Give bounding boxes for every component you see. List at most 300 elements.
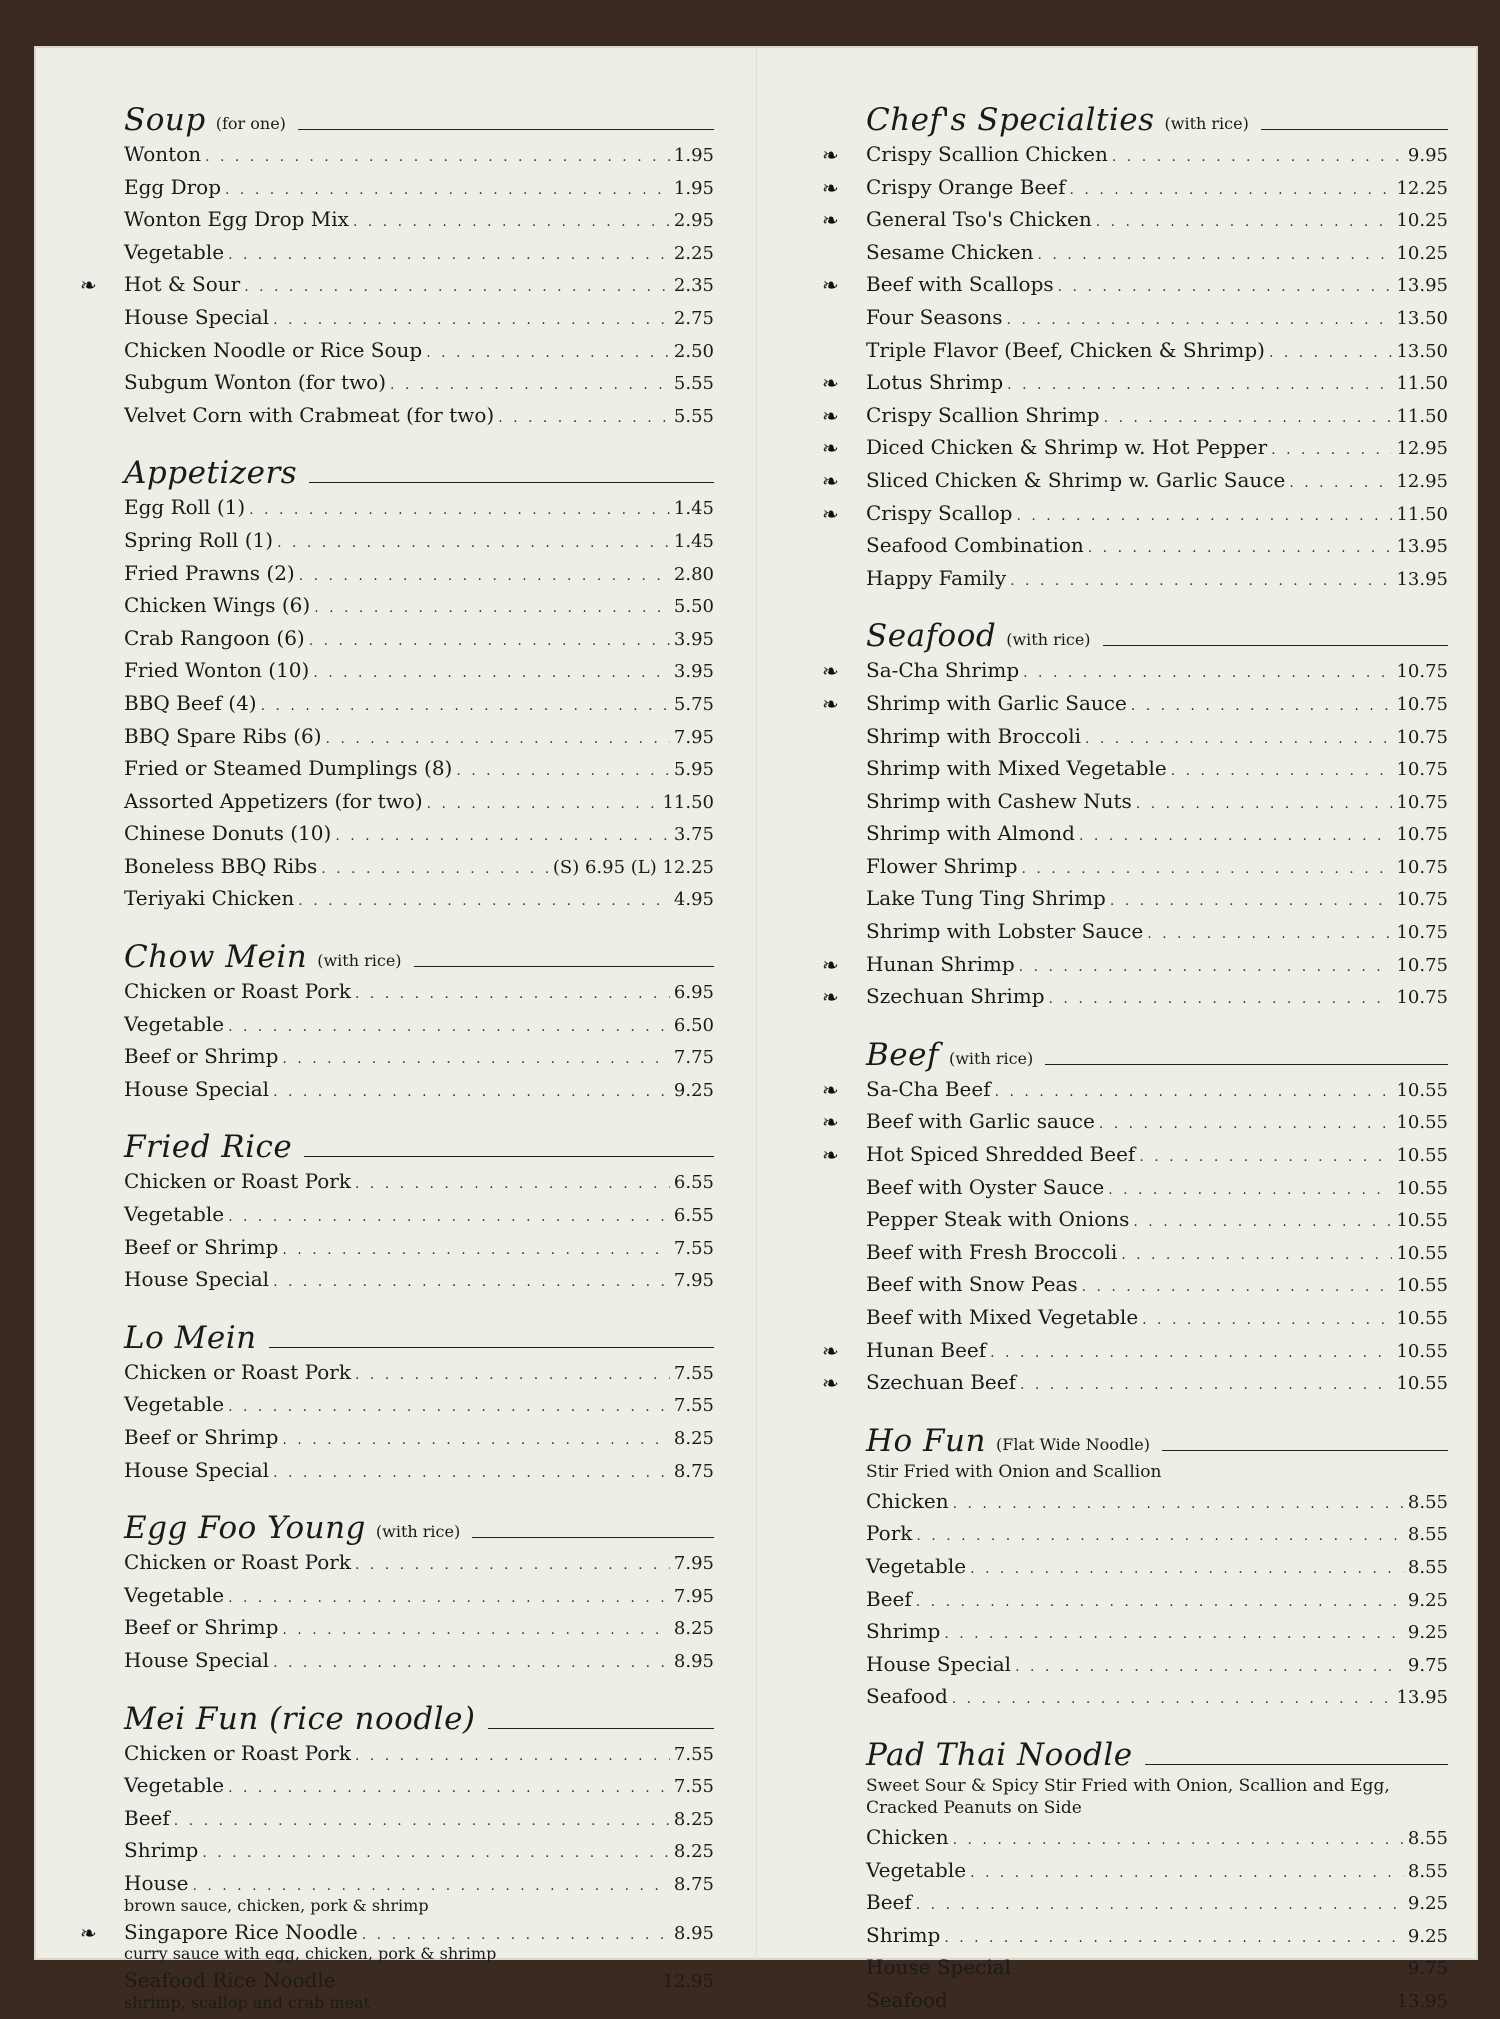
- item-price: 8.55: [1407, 1524, 1448, 1546]
- item-name: Diced Chicken & Shrimp w. Hot Pepper: [866, 435, 1268, 460]
- dot-leader: [1082, 1273, 1393, 1303]
- item-price: 10.75: [1396, 824, 1448, 846]
- item-name: Shrimp with Mixed Vegetable: [866, 756, 1167, 781]
- menu-section: [124, 935, 714, 1107]
- item-price: 11.50: [1396, 373, 1448, 395]
- dot-leader: [355, 1170, 670, 1200]
- section-header: [124, 98, 714, 138]
- item-name: Chicken: [866, 1488, 949, 1513]
- dot-leader: [355, 1551, 670, 1581]
- item-name: Egg Roll (1): [124, 495, 246, 520]
- menu-item: [866, 1888, 1448, 1921]
- menu-item: [822, 1336, 1448, 1369]
- menu-item: [822, 270, 1448, 303]
- menu-item: [124, 1869, 714, 1902]
- item-name: Beef with Mixed Vegetable: [866, 1305, 1139, 1329]
- menu-section: [866, 1733, 1448, 2019]
- item-price: 13.95: [1396, 275, 1448, 297]
- dot-leader: [282, 1236, 670, 1266]
- item-price: 10.55: [1396, 1340, 1448, 1362]
- menu-item: [124, 1390, 714, 1423]
- spicy-pepper-icon: ❧: [822, 1338, 839, 1363]
- item-price: 10.25: [1396, 210, 1448, 232]
- menu-item: [124, 1646, 714, 1679]
- item-name: Crispy Scallion Chicken: [866, 142, 1108, 166]
- item-name: Egg Drop: [124, 174, 222, 199]
- section-items: [124, 1358, 714, 1488]
- item-name: House Special: [866, 1651, 1012, 1676]
- item-price: 10.55: [1396, 1145, 1448, 1167]
- spicy-pepper-icon: ❧: [822, 371, 839, 396]
- section-header: [124, 1125, 714, 1165]
- item-name: Beef with Garlic sauce: [866, 1109, 1095, 1134]
- section-items: [124, 977, 714, 1107]
- item-name: Teriyaki Chicken: [124, 886, 295, 911]
- item-name: Fried or Steamed Dumplings (8): [124, 756, 453, 781]
- section-note: (with rice): [948, 1048, 1034, 1068]
- dot-leader: [355, 980, 670, 1010]
- dot-leader: [916, 1522, 1404, 1552]
- item-name: Szechuan Shrimp: [866, 984, 1045, 1009]
- item-price: 13.95: [1396, 568, 1448, 590]
- item-name: Szechuan Beef: [866, 1370, 1016, 1395]
- item-name: Shrimp: [866, 1922, 941, 1947]
- section-title: Seafood: [866, 618, 997, 655]
- item-price: 8.55: [1407, 1860, 1448, 1882]
- section-items: [866, 1823, 1448, 2019]
- item-name: Shrimp with Almond: [866, 821, 1075, 846]
- item-name: General Tso's Chicken: [866, 207, 1092, 232]
- item-name: Chicken or Roast Pork: [124, 1740, 351, 1765]
- item-price: 6.55: [673, 1205, 714, 1227]
- dot-leader: [228, 1393, 670, 1423]
- spicy-pepper-icon: ❧: [822, 468, 839, 493]
- item-name: Pork: [866, 1521, 913, 1546]
- item-name: House Special: [124, 1267, 270, 1292]
- right-menu-column: [774, 46, 1478, 2012]
- dot-leader: [953, 1490, 1404, 1520]
- menu-item: [124, 1613, 714, 1646]
- menu-item: [124, 884, 714, 917]
- item-name: Vegetable: [124, 1773, 225, 1798]
- menu-item: [866, 303, 1448, 336]
- item-price: 8.25: [673, 1428, 714, 1449]
- menu-item: [866, 1823, 1448, 1856]
- menu-item: [822, 1075, 1448, 1108]
- item-name: Shrimp: [866, 1619, 941, 1644]
- dot-leader: [273, 306, 670, 336]
- spicy-pepper-icon: ❧: [822, 1143, 839, 1168]
- dot-leader: [952, 1685, 1393, 1715]
- menu-item: [124, 1804, 714, 1837]
- item-name: Shrimp with Broccoli: [866, 723, 1081, 748]
- section-rule-line: [472, 1537, 714, 1538]
- item-price: 12.95: [1396, 470, 1448, 492]
- item-price: 11.50: [662, 791, 714, 813]
- dot-leader: [202, 1839, 670, 1869]
- item-name: Vegetable: [124, 239, 225, 264]
- dot-leader: [1104, 404, 1393, 434]
- item-name: Vegetable: [866, 1857, 967, 1882]
- menu-item: [124, 368, 714, 401]
- menu-item: [124, 656, 714, 689]
- item-name: Crispy Scallop: [866, 500, 1013, 525]
- dot-leader: [314, 594, 670, 624]
- dot-leader: [1147, 920, 1392, 950]
- menu-item: [822, 499, 1448, 532]
- item-name: House Special: [124, 304, 270, 329]
- menu-item: [124, 140, 714, 173]
- dot-leader: [321, 855, 549, 885]
- section-description: Sweet Sour & Spicy Stir Fried with Onion, Scallion and Egg, Cracked Peanuts on Side: [866, 1775, 1390, 1818]
- menu-item: [822, 1368, 1448, 1401]
- menu-item: [866, 884, 1448, 917]
- item-price: 6.95: [673, 982, 714, 1004]
- page-fold-divider: [756, 46, 757, 1960]
- menu-item: [866, 722, 1448, 755]
- dot-leader: [244, 273, 670, 303]
- dot-leader: [273, 1078, 670, 1108]
- item-price: 1.95: [673, 145, 714, 166]
- section-header: [124, 935, 714, 975]
- menu-item: [124, 1358, 714, 1391]
- section-rule-line: [1045, 1064, 1448, 1065]
- section-header: [866, 98, 1448, 138]
- menu-item: [124, 852, 714, 885]
- dot-leader: [1079, 822, 1392, 852]
- section-rule-line: [304, 1156, 714, 1157]
- item-price: 7.95: [673, 1270, 714, 1292]
- item-name: Chinese Donuts (10): [124, 821, 332, 846]
- dot-leader: [355, 1742, 670, 1772]
- section-rule-line: [1145, 1764, 1448, 1765]
- section-header: [866, 1419, 1448, 1459]
- spicy-pepper-icon: ❧: [822, 659, 839, 684]
- dot-leader: [228, 1013, 670, 1043]
- dot-leader: [1171, 757, 1393, 787]
- menu-item: [866, 852, 1448, 885]
- section-rule-line: [1162, 1450, 1448, 1451]
- menu-item: [124, 1200, 714, 1233]
- item-price: 10.75: [1396, 889, 1448, 911]
- item-name: Beef or Shrimp: [124, 1425, 279, 1449]
- section-rule-line: [309, 482, 714, 483]
- item-price: 13.95: [1396, 536, 1448, 558]
- dot-leader: [456, 757, 670, 787]
- item-name: Triple Flavor (Beef, Chicken & Shrimp): [866, 337, 1265, 362]
- menu-item: [124, 787, 714, 820]
- dot-leader: [313, 659, 670, 689]
- item-name: Sliced Chicken & Shrimp w. Garlic Sauce: [866, 467, 1286, 492]
- item-price: 9.25: [1407, 1589, 1448, 1611]
- dot-leader: [1038, 241, 1393, 271]
- menu-section: [822, 1033, 1448, 1401]
- spicy-pepper-icon: ❧: [822, 1077, 839, 1102]
- menu-item: [822, 466, 1448, 499]
- item-name: Subgum Wonton (for two): [124, 370, 386, 395]
- item-name: Hot Spiced Shredded Beef: [866, 1142, 1136, 1167]
- item-price: 8.95: [673, 1922, 714, 1944]
- menu-item: [80, 270, 714, 303]
- menu-item: [822, 173, 1448, 206]
- menu-item: [822, 1140, 1448, 1173]
- menu-section: [80, 98, 714, 433]
- item-price: 10.25: [1396, 242, 1448, 264]
- item-name: Beef or Shrimp: [124, 1615, 279, 1640]
- section-rule-line: [414, 966, 714, 967]
- item-price: 10.55: [1396, 1242, 1448, 1264]
- item-name: Crispy Orange Beef: [866, 174, 1066, 199]
- dot-leader: [298, 887, 670, 917]
- menu-item: [866, 1552, 1448, 1585]
- dot-leader: [205, 143, 670, 173]
- menu-item: [124, 205, 714, 238]
- menu-item: [866, 1682, 1448, 1715]
- dot-leader: [1085, 725, 1392, 755]
- item-price: 8.95: [673, 1650, 714, 1672]
- dot-leader: [1022, 855, 1393, 885]
- menu-section: [124, 451, 714, 917]
- item-price: 10.75: [1396, 726, 1448, 748]
- item-name: Flower Shrimp: [866, 853, 1018, 878]
- item-price: 7.55: [673, 1362, 714, 1384]
- section-items: [80, 1739, 714, 2012]
- section-header: [124, 1316, 714, 1356]
- menu-item: [124, 1010, 714, 1043]
- item-price: 10.55: [1396, 1210, 1448, 1232]
- item-price: 1.95: [673, 177, 714, 199]
- item-name: Chicken or Roast Pork: [124, 1359, 351, 1384]
- item-name: Chicken or Roast Pork: [124, 1169, 351, 1194]
- item-name: Seafood: [866, 1684, 948, 1709]
- dot-leader: [1020, 1371, 1392, 1401]
- menu-item: [822, 368, 1448, 401]
- section-rule-line: [488, 1728, 714, 1729]
- item-name: Happy Family: [866, 565, 1007, 590]
- menu-item: [124, 1423, 714, 1456]
- menu-item: [866, 336, 1448, 369]
- spicy-pepper-icon: ❧: [822, 952, 839, 977]
- item-name: Beef with Snow Peas: [866, 1272, 1078, 1297]
- section-header: [124, 451, 714, 491]
- menu-item: [124, 526, 714, 559]
- item-price: 2.50: [673, 340, 714, 362]
- section-title: Soup: [124, 102, 206, 138]
- dot-leader: [273, 1649, 670, 1679]
- menu-item: [124, 238, 714, 271]
- menu-item: [124, 1966, 714, 1999]
- dot-leader: [228, 1774, 670, 1804]
- menu-item: [124, 1548, 714, 1581]
- menu-item: [124, 1075, 714, 1108]
- item-price: 10.75: [1396, 791, 1448, 813]
- item-price: 10.75: [1396, 922, 1448, 944]
- item-name: Beef: [866, 1586, 912, 1611]
- item-name: Chicken or Roast Pork: [124, 1550, 351, 1575]
- item-name: Velvet Corn with Crabmeat (for two): [124, 402, 495, 427]
- menu-item: [866, 1173, 1448, 1206]
- dot-leader: [498, 404, 670, 434]
- item-price: 8.75: [673, 1873, 714, 1895]
- item-description: curry sauce with egg, chicken, pork & shrimp: [124, 1944, 497, 1964]
- section-note: (with rice): [1006, 630, 1091, 650]
- dot-leader: [390, 371, 670, 401]
- item-name: House Special: [124, 1457, 270, 1482]
- section-title: Appetizers: [124, 455, 298, 492]
- section-title: Pad Thai Noodle: [866, 1736, 1133, 1773]
- item-name: House: [124, 1870, 189, 1895]
- menu-item: [822, 140, 1448, 173]
- item-price: 13.95: [1396, 1687, 1448, 1709]
- menu-item: [124, 689, 714, 722]
- menu-item: [124, 977, 714, 1010]
- item-name: House Special: [124, 1647, 270, 1672]
- dot-leader: [1049, 985, 1393, 1015]
- menu-item: [866, 238, 1448, 271]
- section-title: Chow Mein: [124, 939, 308, 976]
- menu-item: [822, 982, 1448, 1015]
- item-name: Assorted Appetizers (for two): [124, 788, 423, 813]
- section-note: (with rice): [1164, 114, 1249, 133]
- menu-item: [124, 1456, 714, 1489]
- item-price: 11.50: [1396, 503, 1448, 525]
- dot-leader: [282, 1426, 670, 1456]
- dot-leader: [228, 1584, 670, 1614]
- item-name: Shrimp with Lobster Sauce: [866, 919, 1144, 944]
- menu-item: [866, 1650, 1448, 1683]
- dot-leader: [990, 1339, 1392, 1369]
- item-name: Vegetable: [124, 1011, 225, 1036]
- spicy-pepper-icon: ❧: [80, 1920, 97, 1945]
- section-items: [124, 493, 714, 917]
- item-name: Seafood: [866, 1987, 948, 2012]
- menu-item: [866, 1270, 1448, 1303]
- section-items: [822, 140, 1448, 596]
- dot-leader: [273, 1268, 670, 1298]
- menu-item: [866, 1303, 1448, 1336]
- dot-leader: [326, 725, 670, 755]
- item-name: Vegetable: [124, 1392, 225, 1417]
- left-menu-column: [34, 46, 744, 2012]
- item-price: 10.75: [1396, 693, 1448, 715]
- menu-item: [124, 1167, 714, 1200]
- menu-section: [822, 98, 1448, 596]
- menu-section: [124, 1125, 714, 1297]
- item-price: 13.50: [1396, 307, 1448, 329]
- dot-leader: [273, 1459, 670, 1489]
- item-name: Beef or Shrimp: [124, 1234, 279, 1259]
- section-items: [866, 1487, 1448, 1715]
- dot-leader: [355, 1361, 670, 1391]
- item-price: 10.55: [1396, 1177, 1448, 1199]
- item-price: 10.55: [1396, 1079, 1448, 1101]
- section-title: Chef's Specialties: [866, 102, 1155, 138]
- menu-item: [866, 1487, 1448, 1520]
- item-name: Hunan Shrimp: [866, 951, 1015, 976]
- menu-item: [866, 1986, 1448, 2019]
- item-price: 1.45: [673, 498, 714, 520]
- dot-leader: [1015, 1956, 1404, 1986]
- spicy-pepper-icon: ❧: [822, 501, 839, 526]
- spicy-pepper-icon: ❧: [822, 1371, 839, 1396]
- item-price: 1.45: [673, 530, 714, 552]
- menu-item: [124, 754, 714, 787]
- item-name: Beef: [124, 1805, 170, 1830]
- menu-item: [124, 303, 714, 336]
- dot-leader: [953, 1826, 1404, 1856]
- menu-item: [822, 433, 1448, 466]
- menu-item: [822, 1107, 1448, 1140]
- menu-item: [866, 1519, 1448, 1552]
- item-price: 9.25: [673, 1079, 714, 1101]
- section-note: (Flat Wide Noodle): [996, 1434, 1150, 1454]
- item-name: Vegetable: [866, 1553, 967, 1578]
- dot-leader: [970, 1859, 1404, 1889]
- menu-item: [124, 1233, 714, 1266]
- dot-leader: [277, 529, 670, 559]
- item-price: 7.95: [673, 1585, 714, 1607]
- dot-leader: [1016, 502, 1392, 532]
- menu-section: [866, 1419, 1448, 1715]
- item-price: 10.75: [1396, 759, 1448, 781]
- menu-item: [866, 1617, 1448, 1650]
- menu-item: [124, 1836, 714, 1869]
- item-price: 7.95: [673, 1553, 714, 1575]
- dot-leader: [1058, 273, 1393, 303]
- menu-item: [822, 656, 1448, 689]
- menu-item: [124, 1771, 714, 1804]
- dot-leader: [952, 1989, 1393, 2019]
- menu-item: [124, 401, 714, 434]
- item-price: 8.55: [1407, 1556, 1448, 1578]
- item-name: Beef or Shrimp: [124, 1044, 279, 1069]
- section-note: (with rice): [375, 1522, 461, 1542]
- item-price: 13.50: [1396, 340, 1448, 362]
- item-name: Fried Wonton (10): [124, 658, 310, 683]
- section-title: Lo Mein: [124, 1319, 257, 1356]
- dot-leader: [1007, 306, 1393, 336]
- spicy-pepper-icon: ❧: [822, 1110, 839, 1135]
- item-price: 7.55: [673, 1776, 714, 1798]
- item-name: Chicken or Roast Pork: [124, 979, 351, 1004]
- item-price: 3.95: [673, 628, 714, 650]
- item-name: Chicken: [866, 1824, 949, 1849]
- menu-sheet: [34, 46, 1478, 2012]
- item-name: Beef with Scallops: [866, 272, 1054, 297]
- dot-leader: [1023, 659, 1392, 689]
- item-price: 12.95: [662, 1971, 714, 1993]
- dot-leader: [362, 1921, 670, 1951]
- dot-leader: [228, 241, 670, 271]
- dot-leader: [282, 1045, 670, 1075]
- item-price: 5.95: [673, 759, 714, 781]
- section-header: [866, 1033, 1448, 1073]
- menu-section: [822, 614, 1448, 1015]
- section-items: [124, 1167, 714, 1297]
- menu-item: [822, 689, 1448, 722]
- section-items: [124, 1548, 714, 1678]
- menu-section: [124, 1316, 714, 1488]
- item-name: Four Seasons: [866, 304, 1003, 329]
- dot-leader: [1110, 887, 1393, 917]
- item-name: Sa-Cha Beef: [866, 1076, 991, 1101]
- item-price: 5.75: [673, 693, 714, 715]
- dot-leader: [1269, 339, 1393, 369]
- menu-item: [124, 624, 714, 657]
- dot-leader: [261, 692, 670, 722]
- item-price: 6.55: [673, 1172, 714, 1194]
- item-description: brown sauce, chicken, pork & shrimp: [124, 1895, 429, 1915]
